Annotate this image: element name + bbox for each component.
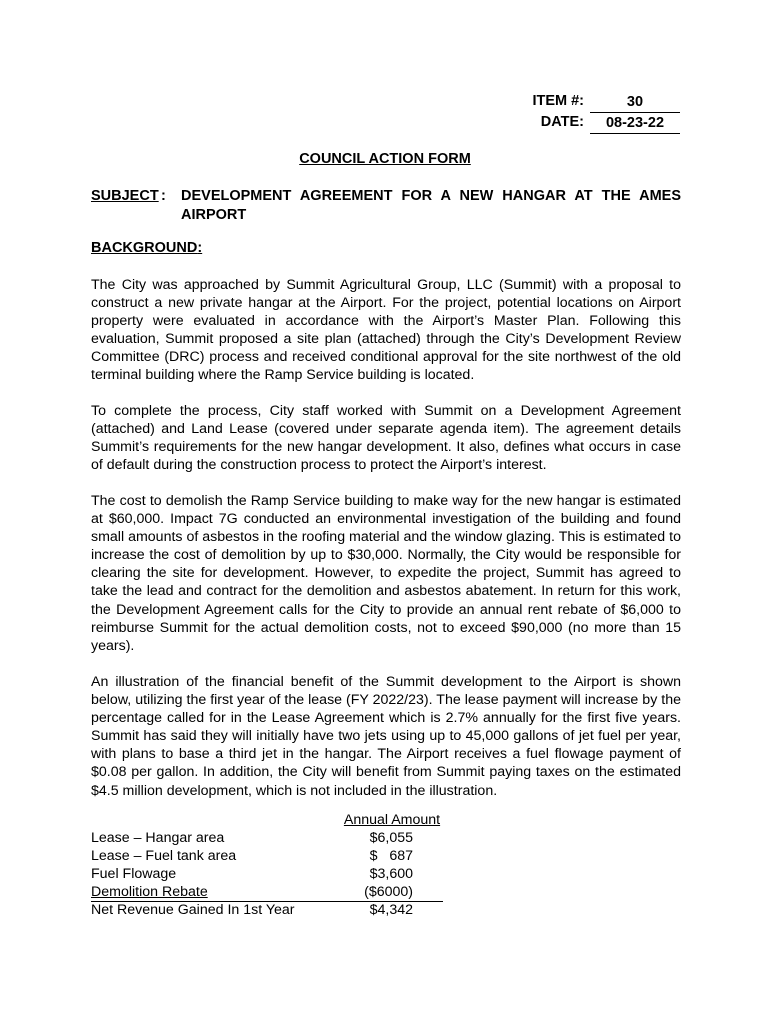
table-row-label: Fuel Flowage [91,866,177,882]
annual-amount-header: Annual Amount [343,812,441,828]
table-row-label: Net Revenue Gained In 1st Year [91,902,295,918]
date-value: 08-23-22 [590,114,680,134]
subject-label: SUBJECT [91,188,159,204]
background-paragraph-1: The City was approached by Summit Agricultural Group, LLC (Summit) with a proposal to construct a new private hangar at the Airport. For the project, potential locations on Airport property were evaluated in accordance with the Airport’s Master Plan. Following this evaluation, Summit proposed a site plan (attached) through the City’s Development Review Committee (DRC) process and received conditional approval for the site northwest of the old terminal building where the Ramp Service building is located. [91,277,681,384]
background-heading-text: BACKGROUND [91,240,198,256]
background-paragraph-3: The cost to demolish the Ramp Service building to make way for the new hangar is estimated at $60,000. Impact 7G conducted an environmental investigation of the building and found small amounts of asbestos in the roofing material and the window glazing. This is estimated to increase the cost of demolition by up to $30,000. Normally, the City would be responsible for clearing the site for development. However, to expedite the project, Summit has agreed to take the lead and contract for the demolition and asbestos abatement. In return for this work, the Development Agreement calls for the City to provide an annual rent rebate of $6,000 to reimburse Summit for the actual demolition costs, not to exceed $90,000 (no more than 15 years). [91,493,681,654]
table-row-label: Lease – Hangar area [91,830,225,846]
table-row-amount: $4,342 [369,902,413,918]
table-row-amount: ($6000) [364,884,413,900]
form-title [0,151,770,167]
table-row-total [91,902,443,920]
table-row [91,884,443,902]
subject-text: DEVELOPMENT AGREEMENT FOR A NEW HANGAR AT THE AMES AIRPORT [181,188,681,223]
form-title-text: COUNCIL ACTION FORM [299,151,471,167]
table-row [91,830,443,848]
table-row-label: Demolition Rebate [91,884,208,900]
item-meta-block [470,93,680,135]
table-row [91,866,443,884]
table-row [91,848,443,866]
date-row [470,114,680,135]
table-row-amount: $ 687 [369,848,413,864]
table-row-amount: $6,055 [369,830,413,846]
background-paragraph-2: To complete the process, City staff worked with Summit on a Development Agreement (attached) and Land Lease (covered under separate agenda item). The agreement details Summit’s requirements for the new hangar development. It also, defines what occurs in case of default during the construction process to protect the Airport’s interest. [91,403,681,474]
item-number-label: ITEM #: [532,93,584,109]
table-row-amount: $3,600 [369,866,413,882]
date-label: DATE: [540,114,584,130]
item-number-value: 30 [590,93,680,113]
subject-colon: : [161,188,166,204]
background-paragraph-4: An illustration of the financial benefit of the Summit development to the Airport is shown below, utilizing the first year of the lease (FY 2022/23). The lease payment will increase by the percentage called for in the Lease Agreement which is 2.7% annually for the first five years. Summit has said they will initially have two jets using up to 45,000 gallons of jet fuel per year, with plans to base a third jet in the hangar. The Airport receives a fuel flowage payment of $0.08 per gallon. In addition, the City will benefit from Summit paying taxes on the estimated $4.5 million development, which is not included in the illustration. [91,674,681,799]
background-heading [91,240,202,256]
background-heading-colon: : [197,240,203,256]
item-number-row [470,93,680,114]
table-row-label: Lease – Fuel tank area [91,848,237,864]
